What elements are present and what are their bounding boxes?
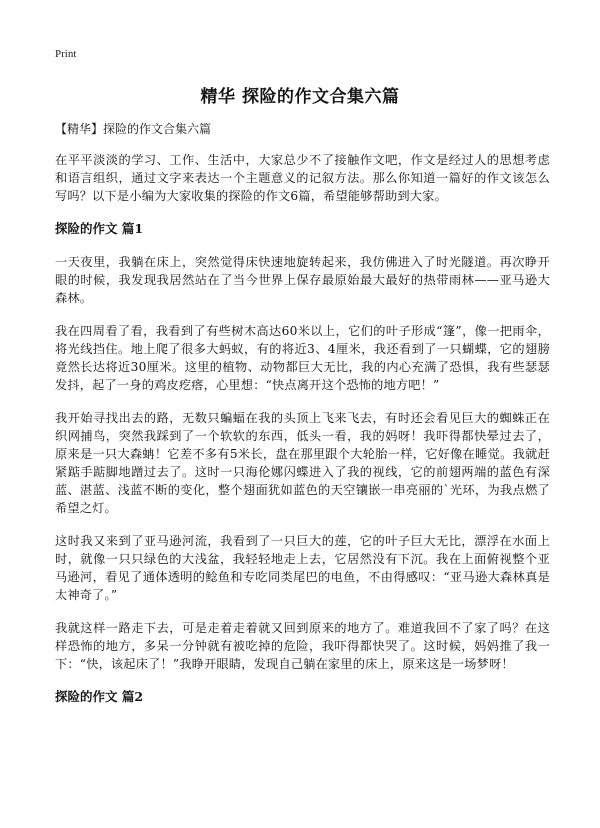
- section-heading-2: 探险的作文 篇2: [55, 689, 144, 704]
- section1-paragraph: 我在四周看了看，我看到了有些树木高达60米以上，它们的叶子形成“篷”，像一把雨伞，将光线挡住。地上爬了很多大蚂蚁，有的将近3、4厘米，我还看到了一只蝴蝶，它的翅膀竟然长达将近30厘米。这里的植物、动物都巨大无比，我的内心充满了恐惧，我有些瑟瑟发抖，起了一身的鸡皮疙瘩，心里想：“快点离开这个恐怖的地方吧！”: [55, 324, 550, 392]
- section1-paragraph: 我就这样一路走下去，可是走着走着就又回到原来的地方了。难道我回不了家了吗？在这样恐怖的地方，多呆一分钟就有被吃掉的危险，我吓得都快哭了。这时候，妈妈推了我一下：“快，该起床了！”我睁开眼睛，发现自己躺在家里的床上，原来这是一场梦呀！: [55, 621, 550, 671]
- section1-paragraph: 我开始寻找出去的路，无数只蝙蝠在我的头顶上飞来飞去，有时还会看见巨大的蜘蛛正在织网捕鸟，突然我踩到了一个软软的东西，低头一看，我的妈呀！我吓得都快晕过去了，原来是一只大森蚺！它差不多有5米长，盘在那里跟个大轮胎一样，它好像在睡觉。我就赶紧踮手踮脚地蹭过去了。这时一只海伦娜闪蝶进入了我的视线，它的前翅两端的蓝色有深蓝、湛蓝、浅蓝不断的变化，整个翅面犹如蓝色的天空镶嵌一串亮丽的`光环，为我点燃了希望之灯。: [55, 411, 550, 515]
- print-link[interactable]: Print: [55, 48, 77, 60]
- section1-paragraph: 这时我又来到了亚马逊河流，我看到了一只巨大的莲，它的叶子巨大无比，漂浮在水面上时，就像一只只绿色的大浅盆，我轻轻地走上去，它居然没有下沉。我在上面俯视整个亚马逊河，看见了通体透明的鲶鱼和专吃同类尾巴的电鱼，不由得感叹：“亚马逊大森林真是太神奇了。”: [55, 534, 550, 602]
- section1-paragraph: 一天夜里，我躺在床上，突然觉得床快速地旋转起来，我仿佛进入了时光隧道。再次睁开眼的时候，我发现我居然站在了当今世界上保存最原始最大最好的热带雨林——亚马逊大森林。: [55, 255, 550, 305]
- article-body: [55, 120, 550, 721]
- article-tag-line: 【精华】探险的作文合集六篇: [55, 122, 212, 136]
- section-heading-1: 探险的作文 篇1: [55, 221, 144, 236]
- page-title: 精华 探险的作文合集六篇: [200, 87, 400, 107]
- intro-paragraph: 在平平淡淡的学习、工作、生活中，大家总少不了接触作文吧，作文是经过人的思想考虑和语言组织，通过文字来表达一个主题意义的记叙方法。那么你知道一篇好的作文该怎么写吗？以下是小编为大家收集的探险的作文6篇，希望能够帮助到大家。: [55, 153, 550, 203]
